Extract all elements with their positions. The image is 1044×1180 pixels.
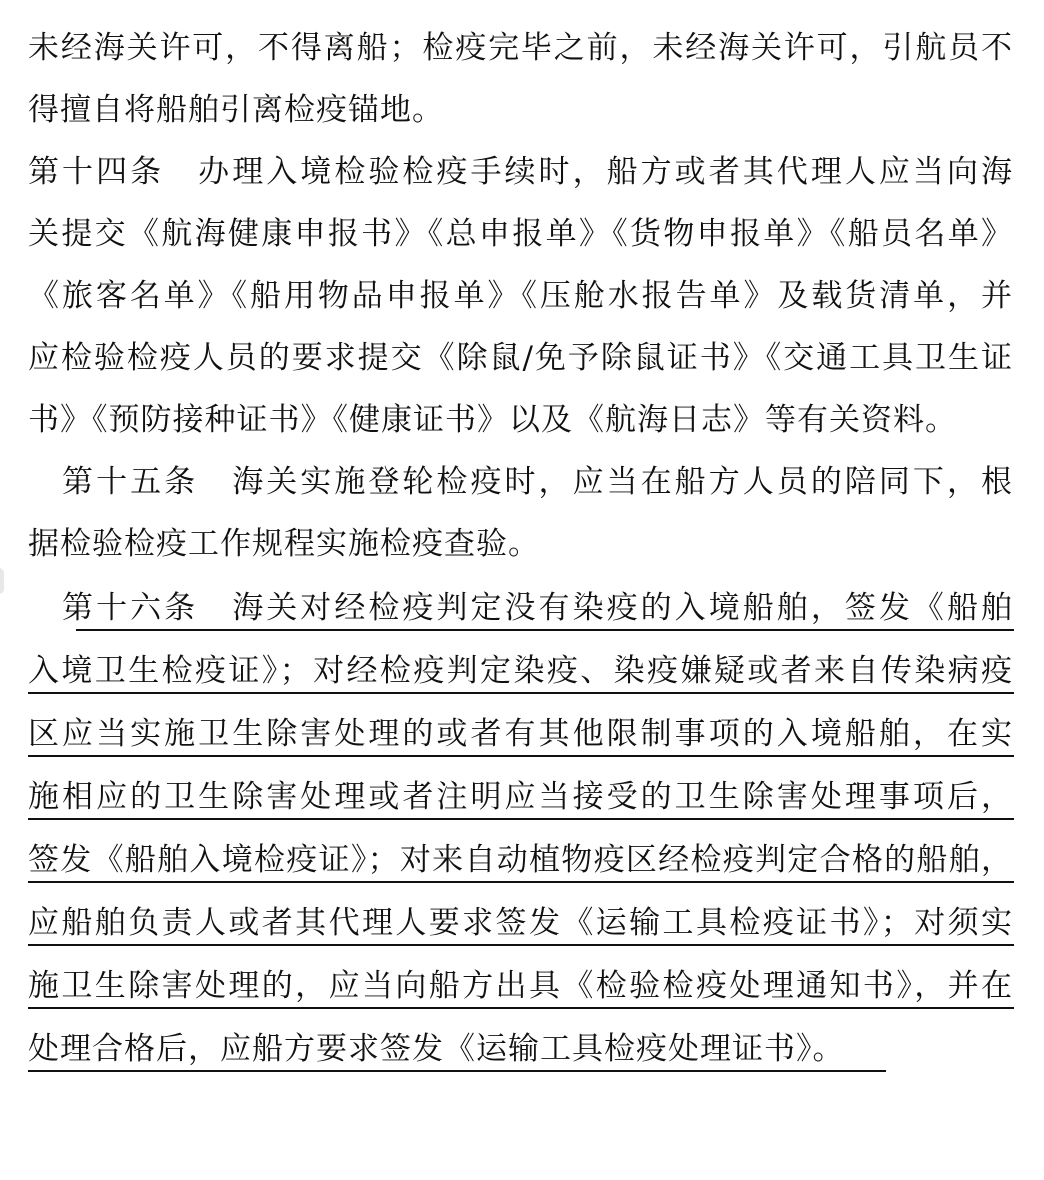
- article-16-line-4: 施相应的卫生除害处理或者注明应当接受的卫生除害处理事项后，: [28, 779, 1016, 815]
- article-14-line-2: 关提交《航海健康申报书》《总申报单》《货物申报单》《船员名单》: [28, 216, 1015, 252]
- article-15-line-1: 第十五条 海关实施登轮检疫时，应当在船方人员的陪同下，根: [28, 464, 1016, 500]
- article-14-line-1: 第十四条 办理入境检验检疫手续时，船方或者其代理人应当向海: [28, 154, 1016, 190]
- underline-6: [28, 944, 1014, 946]
- underline-8: [28, 1070, 886, 1072]
- underline-2: [28, 692, 1014, 694]
- article-16-line-2: 入境卫生检疫证》；对经检疫判定染疫、染疫嫌疑或者来自传染病疫: [28, 653, 1015, 689]
- article-16-line-1: 第十六条 海关对经检疫判定没有染疫的入境船舶，签发《船舶: [28, 590, 1016, 626]
- underline-1: [76, 629, 1014, 631]
- article-14-line-4: 应检验检疫人员的要求提交《除鼠/免予除鼠证书》《交通工具卫生证: [28, 340, 1014, 376]
- page-edge-mark: [0, 568, 4, 594]
- article-14-line-3: 《旅客名单》《船用物品申报单》《压舱水报告单》及载货清单，并: [28, 278, 1015, 314]
- article-16-line-5: 签发《船舶入境检疫证》；对来自动植物疫区经检疫判定合格的船舶，: [28, 842, 1014, 878]
- underline-4: [28, 818, 1014, 820]
- text-line-2: 得擅自将船舶引离检疫锚地。: [28, 92, 444, 128]
- article-16-line-6: 应船舶负责人或者其代理人要求签发《运输工具检疫证书》；对须实: [28, 905, 1015, 941]
- article-15-line-2: 据检验检疫工作规程实施检疫查验。: [28, 526, 540, 562]
- article-16-line-3: 区应当实施卫生除害处理的或者有其他限制事项的入境船舶，在实: [28, 716, 1016, 752]
- underline-5: [28, 881, 1014, 883]
- article-16-line-8: 处理合格后，应船方要求签发《运输工具检疫处理证书》。: [28, 1031, 845, 1067]
- underline-3: [28, 755, 1014, 757]
- article-14-line-5: 书》《预防接种证书》《健康证书》以及《航海日志》等有关资料。: [28, 402, 957, 438]
- underline-7: [28, 1007, 1014, 1009]
- article-16-line-7: 施卫生除害处理的，应当向船方出具《检验检疫处理通知书》，并在: [28, 968, 1015, 1004]
- text-line-1: 未经海关许可，不得离船；检疫完毕之前，未经海关许可，引航员不: [28, 30, 1014, 66]
